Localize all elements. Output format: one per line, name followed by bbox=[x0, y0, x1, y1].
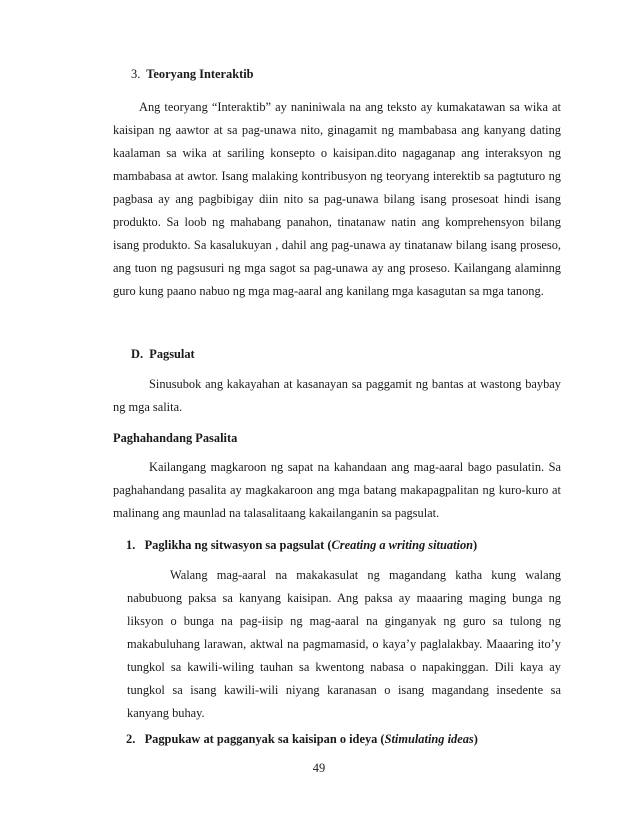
section-d-title: Pagsulat bbox=[149, 347, 195, 361]
section-3-heading bbox=[131, 66, 254, 82]
paragraph-line: liksyon o bunga na pag-iisip ng mag-aaral na ginganyak ng guro sa tulong ng bbox=[127, 614, 561, 628]
item-1-heading bbox=[126, 537, 477, 553]
paragraph-line: produkto. Sa loob ng mahabang panahon, tinatanaw natin ang komprehensyon bilang bbox=[113, 215, 561, 229]
section-d-heading bbox=[131, 346, 195, 362]
item-2-title: Pagpukaw at pagganyak sa kaisipan o ideya ( bbox=[144, 732, 385, 746]
item-2-heading bbox=[126, 731, 478, 747]
paragraph-line: Walang mag-aaral na makakasulat ng magandang katha kung walang bbox=[170, 568, 561, 582]
item-1-title-close: ) bbox=[473, 538, 478, 552]
item-1-title: Paglikha ng sitwasyon sa pagsulat ( bbox=[144, 538, 332, 552]
paghahanda-heading: Paghahandang Pasalita bbox=[113, 431, 238, 445]
item-2-title-close: ) bbox=[473, 732, 478, 746]
paragraph-line: tungkol sa kawili-wiling tauhan sa kwentong nabasa o napakinggan. Dili kaya ay bbox=[127, 660, 561, 674]
section-3-title: Teoryang Interaktib bbox=[146, 67, 254, 81]
paragraph-line: ng mga salita. bbox=[113, 400, 183, 414]
item-2-title-english: Stimulating ideas bbox=[384, 732, 474, 746]
item-2-number: 2. bbox=[126, 732, 136, 746]
section-3-paragraph bbox=[113, 96, 561, 303]
item-1-paragraph bbox=[127, 564, 561, 725]
item-1-number: 1. bbox=[126, 538, 136, 552]
item-1-title-english: Creating a writing situation bbox=[331, 538, 474, 552]
page-number: 49 bbox=[312, 761, 326, 775]
section-d-paragraph bbox=[113, 373, 561, 419]
paragraph-line: paghahandang pasalita ay magkakaroon ang mga batang makapagpalitan ng kuro-kuro at bbox=[113, 483, 561, 497]
paragraph-line: makabuluhang larawan, aktwal na pagmamasid, o kaya’y paglalakbay. Maaaring ito’y bbox=[127, 637, 561, 651]
paragraph-line: malinang ang maunlad na talasalitaang kakailanganin sa pagsulat. bbox=[113, 506, 440, 520]
paragraph-line: pagbasa ay ang pagbibigay diin nito sa pag-unawa bilang isang prosesoat hindi isang bbox=[113, 192, 561, 206]
paragraph-line: mambabasa at awtor. Isang malaking kontribusyon ng teoryang interektib sa pagtuturo ng bbox=[113, 169, 561, 183]
paragraph-line: ang tuon ng pagsusuri ng mga sagot sa pag-unawa ay ang proseso. Kailangang alaminng bbox=[113, 261, 561, 275]
paragraph-line: nabubuong paksa sa kanyang kaisipan. Ang paksa ay maaaring maging bunga ng bbox=[127, 591, 561, 605]
paragraph-line: kaalaman sa wika at sariling konsepto o kaisipan.dito nagaganap ang interaksyon ng bbox=[113, 146, 561, 160]
paghahanda-paragraph bbox=[113, 456, 561, 525]
paragraph-line: Sinusubok ang kakayahan at kasanayan sa paggamit ng bantas at wastong baybay bbox=[149, 377, 561, 391]
paragraph-line: tungkol sa isang kawili-wili niyang karanasan o isang magandang insedente sa bbox=[127, 683, 561, 697]
paragraph-line: kanyang buhay. bbox=[127, 706, 205, 720]
paragraph-line: Ang teoryang “Interaktib” ay naniniwala na ang teksto ay kumakatawan sa wika at bbox=[139, 100, 561, 114]
paragraph-line: Kailangang magkaroon ng sapat na kahandaan ang mag-aaral bago pasulatin. Sa bbox=[149, 460, 561, 474]
paragraph-line: isang produkto. Sa kasalukuyan , dahil ang pag-unawa ay tinatanaw bilang isang proseso, bbox=[113, 238, 561, 252]
section-d-letter: D. bbox=[131, 347, 144, 361]
paragraph-line: guro kung paano nabuo ng mga mag-aaral ang kanilang mga kasagutan sa mga tanong. bbox=[113, 284, 544, 298]
paragraph-line: kaisipan ng aawtor at sa pag-unawa nito, ginagamit ng mambabasa ang kanyang dating bbox=[113, 123, 561, 137]
section-3-number: 3. bbox=[131, 67, 141, 81]
